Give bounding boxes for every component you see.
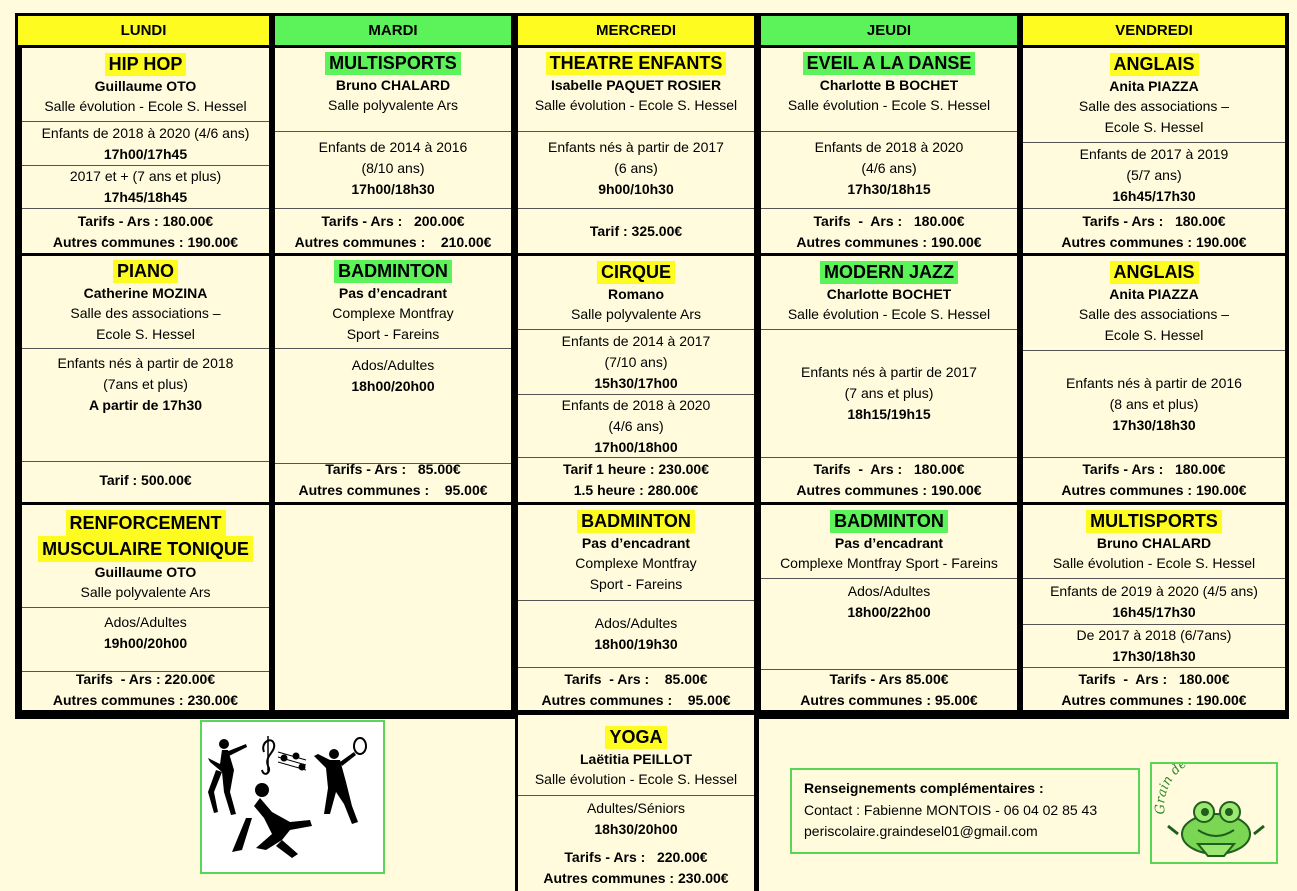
venue: Salle des associations – — [1078, 305, 1230, 322]
activity-title: HIP HOP — [105, 53, 187, 76]
age-group: Enfants de 2018 à 2020 — [814, 138, 964, 155]
venue: Complexe Montfray — [575, 555, 697, 571]
instructor-name: Anita PIAZZA — [1109, 285, 1199, 302]
yoga-frame — [515, 715, 759, 891]
time-slot: 16h45/17h30 — [1112, 603, 1196, 620]
contact-info-box — [790, 768, 1140, 854]
dancer-silhouette — [208, 739, 247, 815]
activity-title: BADMINTON — [577, 510, 695, 533]
price-other: Autres communes : 190.00€ — [52, 233, 239, 250]
age-group: Enfants de 2017 à 2019 — [1079, 146, 1229, 162]
price-other: Autres communes : 190.00€ — [1061, 482, 1247, 498]
activity-title: RENFORCEMENT — [66, 510, 226, 536]
age-group: Enfants nés à partir de 2017 — [548, 138, 724, 155]
price-other: Autres communes : 230.00€ — [543, 870, 729, 886]
venue: Salle des associations – — [1078, 97, 1230, 114]
day-header-jeudi: JEUDI — [761, 16, 1017, 47]
age-group: (8 ans et plus) — [1109, 395, 1199, 412]
venue: Ecole S. Hessel — [96, 325, 195, 342]
time-slot: 18h00/19h30 — [594, 636, 678, 652]
time-slot: 18h00/20h00 — [351, 378, 435, 394]
venue: Ecole S. Hessel — [1104, 326, 1204, 343]
time-slot: 19h00/20h00 — [103, 635, 188, 651]
activity-badminton-mardi — [275, 256, 511, 502]
activity-anglais-1 — [1023, 48, 1285, 253]
time-slot: A partir de 17h30 — [88, 397, 203, 413]
activity-piano — [22, 256, 269, 502]
frog-icon — [1168, 802, 1264, 856]
breakdancer-silhouette — [232, 783, 312, 858]
age-group: Enfants nés à partir de 2018 — [57, 355, 234, 371]
price-1-5h: 1.5 heure : 280.00€ — [573, 482, 699, 498]
day-header-mercredi: MERCREDI — [518, 16, 754, 47]
activity-title: ANGLAIS — [1110, 261, 1199, 284]
venue: Salle évolution - Ecole S. Hessel — [1052, 554, 1256, 571]
price-other: Autres communes : 190.00€ — [796, 482, 982, 498]
price-ars: Tarifs - Ars : 180.00€ — [1078, 670, 1230, 687]
age-group: (4/6 ans) — [608, 417, 664, 434]
time-slot: 17h30/18h30 — [1112, 648, 1196, 664]
time-slot: 18h00/22h00 — [847, 604, 931, 620]
instructor-name: Guillaume OTO — [94, 77, 197, 94]
instructor-name: Guillaume OTO — [94, 563, 197, 580]
instructor-name: Bruno CHALARD — [1096, 534, 1212, 551]
price-ars: Tarifs - Ars 85.00€ — [829, 670, 949, 687]
time-slot: 16h45/17h30 — [1112, 188, 1196, 204]
activity-title: EVEIL A LA DANSE — [803, 52, 976, 75]
price-other: Autres communes : 230.00€ — [52, 691, 239, 708]
price-ars: Tarifs - Ars : 220.00€ — [564, 849, 708, 865]
activity-title: MODERN JAZZ — [820, 261, 958, 284]
price-ars: Tarifs - Ars : 85.00€ — [564, 670, 708, 687]
activity-title: THEATRE ENFANTS — [546, 52, 727, 75]
activities-illustration — [200, 720, 385, 874]
price-ars: Tarifs - Ars : 220.00€ — [75, 670, 216, 687]
age-group: Ados/Adultes — [594, 615, 678, 631]
activity-renforcement — [22, 505, 269, 710]
email-address[interactable]: periscolaire.graindesel01@gmail.com — [804, 823, 1038, 839]
activity-title: MUSCULAIRE TONIQUE — [38, 536, 253, 562]
age-group: Enfants de 2018 à 2020 (4/6 ans) — [41, 124, 250, 141]
time-slot: 18h30/20h00 — [594, 821, 678, 837]
age-group: (6 ans) — [614, 159, 658, 176]
age-group: Enfants de 2018 à 2020 — [561, 396, 711, 413]
age-group: Ados/Adultes — [847, 583, 931, 599]
instructor-name: Bruno CHALARD — [335, 77, 451, 93]
time-slot: 17h45/18h45 — [103, 189, 188, 205]
age-group: (8/10 ans) — [361, 159, 425, 176]
price-ars: Tarifs - Ars : 180.00€ — [813, 461, 965, 477]
instructor-name: Romano — [608, 285, 664, 302]
instructor-name: Charlotte BOCHET — [826, 285, 952, 302]
activity-title: MULTISPORTS — [1086, 510, 1222, 533]
age-group: Enfants nés à partir de 2017 — [801, 364, 977, 380]
venue: Salle polyvalente Ars — [571, 305, 701, 322]
activity-eveil-danse — [761, 48, 1017, 253]
age-group: Ados/Adultes — [104, 614, 187, 630]
venue: Salle évolution - Ecole S. Hessel — [787, 97, 991, 113]
age-group: Enfants nés à partir de 2016 — [1066, 374, 1242, 391]
price-other: Autres communes : 190.00€ — [796, 233, 982, 250]
activity-title: PIANO — [113, 260, 178, 283]
age-group: Enfants de 2014 à 2017 — [561, 332, 711, 349]
venue: Complexe Montfray — [332, 304, 454, 321]
activity-cirque — [518, 256, 754, 502]
activity-modern-jazz — [761, 256, 1017, 502]
empty-cell-mardi — [275, 505, 511, 710]
activity-title: BADMINTON — [830, 510, 948, 533]
age-group: Enfants de 2019 à 2020 (4/5 ans) — [1050, 582, 1258, 599]
venue: Salle évolution - Ecole S. Hessel — [44, 97, 247, 114]
venue: Sport - Fareins — [589, 576, 683, 592]
venue: Salle évolution - Ecole S. Hessel — [534, 97, 738, 113]
activity-title: YOGA — [605, 726, 666, 749]
price-1h: Tarif 1 heure : 230.00€ — [562, 461, 710, 477]
time-slot: 18h15/19h15 — [847, 406, 931, 422]
price-ars: Tarifs - Ars : 180.00€ — [813, 212, 965, 229]
time-slot: 9h00/10h30 — [598, 180, 674, 197]
day-header-vendredi: VENDREDI — [1023, 16, 1285, 47]
venue: Ecole S. Hessel — [1104, 118, 1204, 135]
time-slot: 17h00/18h00 — [594, 438, 678, 455]
activity-multisports-vendredi — [1023, 505, 1285, 710]
day-header-lundi: LUNDI — [18, 16, 269, 47]
price-ars: Tarifs - Ars : 180.00€ — [77, 212, 214, 229]
instructor-name: Pas d’encadrant — [581, 535, 691, 551]
instructor-name: Pas d’encadrant — [338, 284, 448, 301]
age-group: (7 ans et plus) — [844, 385, 934, 401]
time-slot: 17h30/18h30 — [1112, 416, 1196, 433]
age-group: (5/7 ans) — [1126, 167, 1182, 183]
instructor-name: Catherine MOZINA — [83, 284, 208, 301]
info-heading: Renseignements complémentaires : — [804, 780, 1044, 796]
activity-title: BADMINTON — [334, 260, 452, 283]
venue: Salle évolution - Ecole S. Hessel — [534, 770, 738, 787]
price-other: Autres communes : 210.00€ — [294, 233, 492, 250]
price: Tarif : 500.00€ — [99, 471, 192, 488]
age-group: De 2017 à 2018 (6/7ans) — [1076, 627, 1232, 643]
activity-badminton-jeudi — [761, 505, 1017, 710]
price-ars: Tarifs - Ars : 200.00€ — [321, 212, 465, 229]
time-slot: 17h00/17h45 — [103, 145, 188, 162]
grain-de-sel-logo — [1150, 762, 1278, 864]
price-other: Autres communes : 190.00€ — [1061, 233, 1247, 250]
activity-yoga — [518, 715, 754, 891]
price-other: Autres communes : 95.00€ — [800, 691, 978, 708]
age-group: Enfants de 2014 à 2016 — [318, 138, 468, 155]
venue: Complexe Montfray Sport - Fareins — [780, 554, 998, 571]
price-other: Autres communes : 95.00€ — [298, 482, 488, 498]
music-notes-icon — [262, 736, 306, 774]
instructor-name: Laëtitia PEILLOT — [579, 750, 692, 767]
price-other: Autres communes : 190.00€ — [1061, 691, 1247, 708]
time-slot: 17h30/18h15 — [847, 180, 931, 197]
instructor-name: Isabelle PAQUET ROSIER — [550, 77, 722, 93]
venue: Salle polyvalente Ars — [328, 97, 458, 113]
price-ars: Tarifs - Ars : 180.00€ — [1082, 212, 1226, 229]
age-group: (7/10 ans) — [604, 353, 668, 370]
svg-text:Grain de Sel: Grain de — [1153, 764, 1190, 815]
venue: Salle évolution - Ecole S. Hessel — [787, 305, 991, 322]
age-group: Ados/Adultes — [351, 357, 435, 373]
activity-anglais-2 — [1023, 256, 1285, 502]
activity-title: ANGLAIS — [1110, 53, 1199, 76]
schedule-grid — [15, 13, 1289, 719]
price: Tarif : 325.00€ — [589, 223, 683, 239]
age-group: (7ans et plus) — [103, 376, 188, 392]
instructor-name: Charlotte B BOCHET — [819, 77, 959, 93]
instructor-name: Anita PIAZZA — [1109, 77, 1199, 94]
time-slot: 15h30/17h00 — [594, 374, 678, 391]
day-header-mardi: MARDI — [275, 16, 511, 47]
activity-title: MULTISPORTS — [325, 52, 461, 75]
time-slot: 17h00/18h30 — [351, 180, 435, 197]
venue: Sport - Fareins — [346, 325, 440, 342]
age-group: (4/6 ans) — [861, 159, 917, 176]
age-group: 2017 et + (7 ans et plus) — [69, 168, 222, 184]
price-ars: Tarifs - Ars : 180.00€ — [1082, 461, 1226, 477]
instructor-name: Pas d’encadrant — [834, 534, 944, 551]
activity-badminton-mercredi — [518, 505, 754, 710]
price-ars: Tarifs - Ars : 85.00€ — [325, 461, 461, 477]
activity-multisports-mardi — [275, 48, 511, 253]
activity-title: CIRQUE — [597, 261, 675, 284]
venue: Salle polyvalente Ars — [80, 583, 211, 600]
badminton-player-silhouette — [314, 738, 366, 824]
age-group: Adultes/Séniors — [586, 800, 686, 816]
activity-hiphop — [22, 48, 269, 253]
venue: Salle des associations – — [70, 304, 221, 321]
price-other: Autres communes : 95.00€ — [541, 691, 731, 708]
activity-theatre — [518, 48, 754, 253]
contact-line: Contact : Fabienne MONTOIS - 06 04 02 85 43 — [804, 802, 1098, 818]
